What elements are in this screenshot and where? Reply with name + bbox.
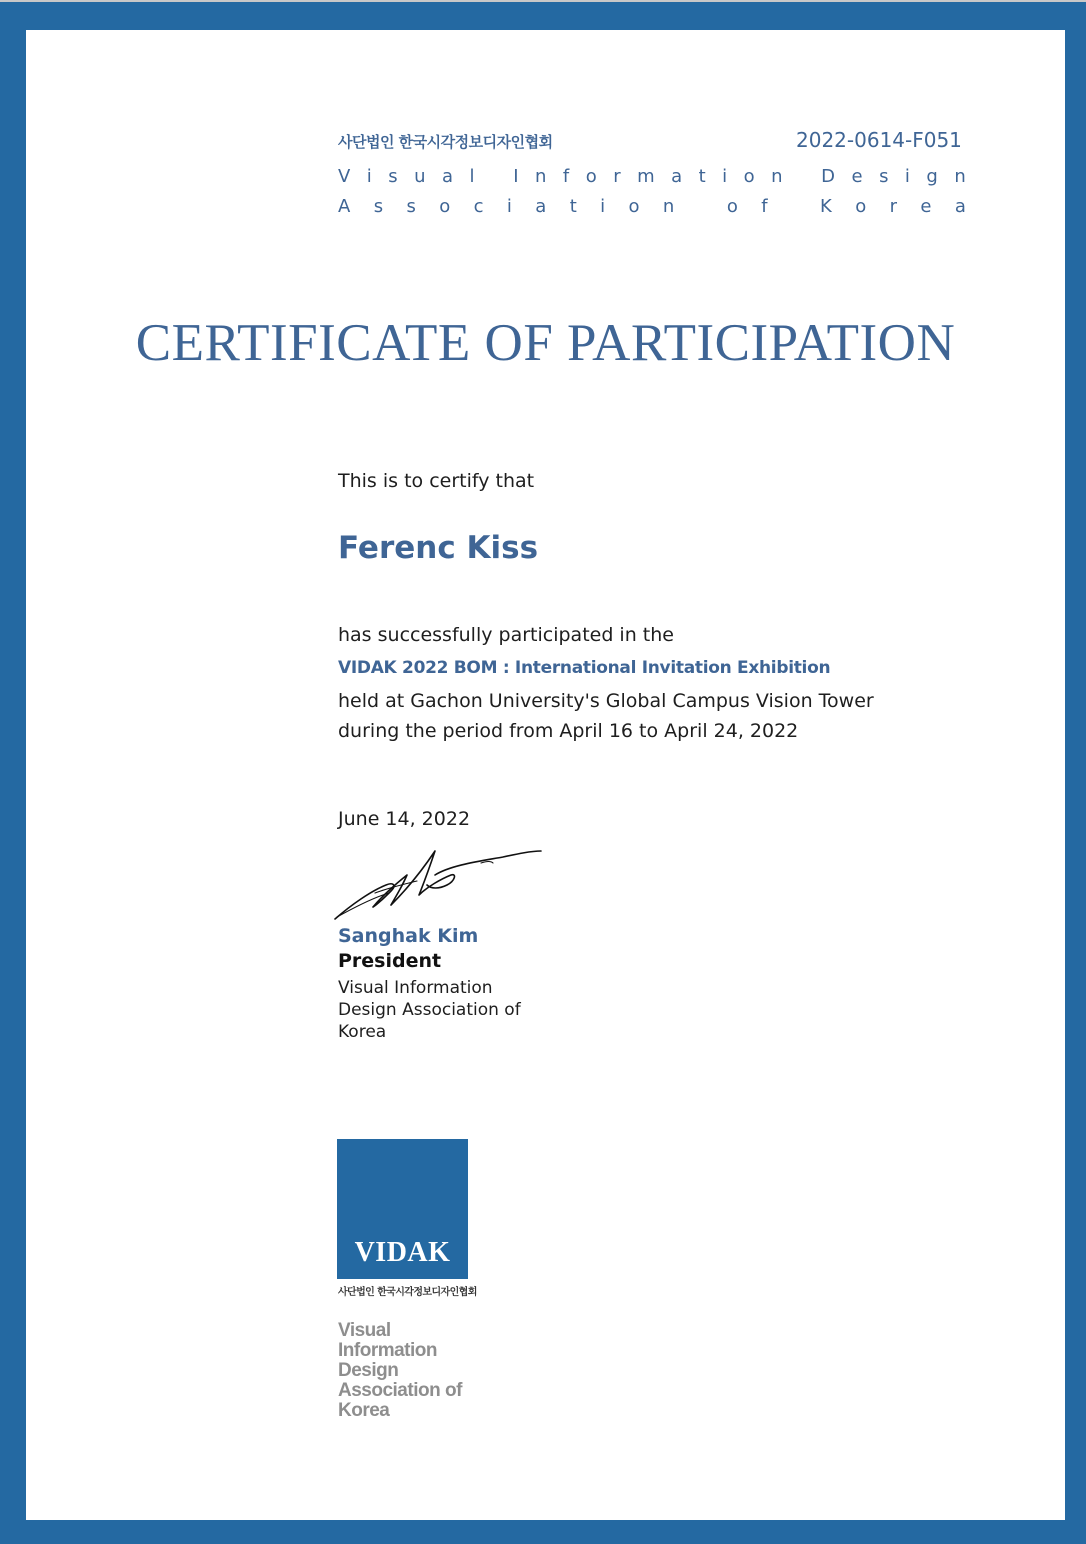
org-letter: o (726, 196, 738, 217)
signature-image (331, 845, 543, 923)
org-letter: a (954, 196, 966, 217)
signer-organization: Visual Information Design Association of Korea (338, 978, 521, 1042)
certify-text: This is to certify that (338, 470, 535, 492)
org-letter: D (821, 166, 836, 187)
org-letter: i (904, 166, 910, 187)
org-letter: o (855, 196, 867, 217)
org-letter: a (535, 196, 547, 217)
signer-name: Sanghak Kim (338, 925, 479, 947)
org-letter: A (338, 196, 351, 217)
org-letter: n (535, 166, 547, 187)
org-letter: o (628, 196, 640, 217)
period-text: during the period from April 16 to April 24, 2022 (338, 720, 799, 742)
org-letter: i (600, 196, 606, 217)
org-letter: K (820, 196, 832, 217)
org-letter: n (954, 166, 966, 187)
org-letter: f (761, 196, 768, 217)
org-letter: r (613, 166, 621, 187)
org-letter: V (338, 166, 351, 187)
certificate-paper (26, 30, 1065, 1520)
org-letter: t (569, 196, 577, 217)
org-letter (791, 196, 797, 217)
certificate-title: CERTIFICATE OF PARTICIPATION (135, 314, 956, 372)
participated-text: has successfully participated in the (338, 624, 674, 646)
org-letter: o (585, 166, 597, 187)
org-letter: m (637, 166, 655, 187)
org-letter: o (439, 196, 451, 217)
org-letter: o (743, 166, 755, 187)
org-letter: a (671, 166, 683, 187)
org-letter: i (366, 166, 372, 187)
org-letter: n (771, 166, 783, 187)
org-letter: c (473, 196, 484, 217)
org-letter: u (414, 166, 426, 187)
org-letter: i (722, 166, 728, 187)
org-letter: I (513, 166, 519, 187)
recipient-name: Ferenc Kiss (338, 530, 539, 566)
signer-role: President (338, 950, 442, 972)
org-letter: g (926, 166, 938, 187)
certificate-number: 2022-0614-F051 (796, 128, 962, 152)
org-letter (698, 196, 704, 217)
org-name-english-line2 (338, 196, 966, 217)
org-letter (491, 166, 497, 187)
org-letter: l (469, 166, 475, 187)
org-letter: t (698, 166, 706, 187)
logo-korean-name: 사단법인 한국시각정보디자인협회 (338, 1287, 477, 1298)
org-letter: s (406, 196, 416, 217)
org-letter: i (506, 196, 512, 217)
vidak-logo (337, 1139, 468, 1279)
org-name-korean: 사단법인 한국시각정보디자인협회 (338, 133, 553, 151)
org-letter: s (879, 166, 889, 187)
org-letter: e (851, 166, 863, 187)
venue-text: held at Gachon University's Global Campus Vision Tower (338, 690, 874, 712)
org-letter (799, 166, 805, 187)
vidak-logo-text: VIDAK (354, 1237, 451, 1268)
org-letter: a (442, 166, 454, 187)
org-letter: r (889, 196, 898, 217)
org-letter: n (662, 196, 675, 217)
org-letter: e (920, 196, 932, 217)
issue-date: June 14, 2022 (338, 808, 471, 830)
org-letter: f (562, 166, 570, 187)
org-letter: s (388, 166, 398, 187)
logo-english-name: Visual Information Design Association of Korea (338, 1320, 462, 1421)
org-letter: s (373, 196, 384, 217)
org-name-english-line1 (338, 166, 966, 187)
event-name: VIDAK 2022 BOM : International Invitation Exhibition (338, 658, 831, 678)
